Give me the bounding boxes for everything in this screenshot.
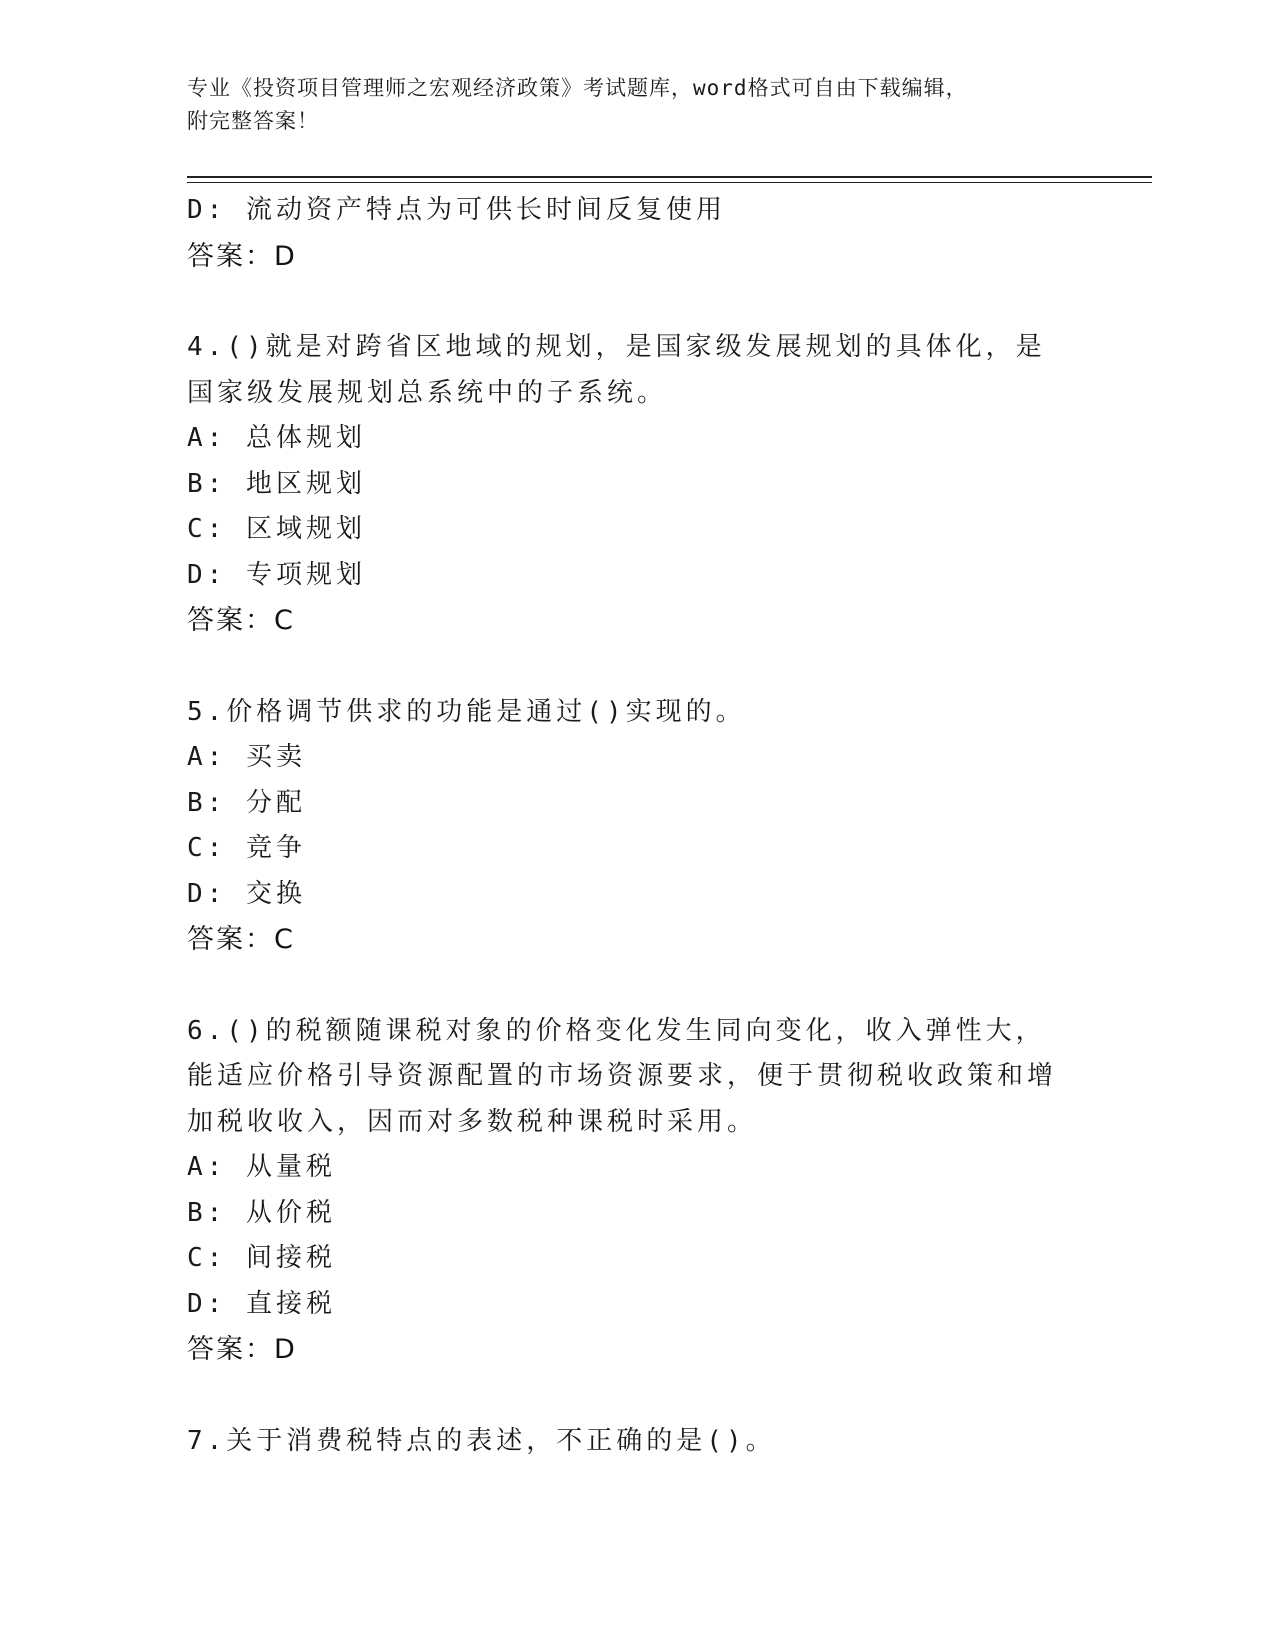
header-line-1: 专业《投资项目管理师之宏观经济政策》考试题库，word格式可自由下载编辑， [187, 76, 968, 100]
option-b: B: 从价税 [187, 1197, 336, 1228]
header-divider-thin [187, 182, 1152, 183]
answer-line: 答案：C [187, 605, 295, 636]
answer-line: 答案：D [187, 240, 297, 272]
question-stem: 5.价格调节供求的功能是通过()实现的。 [187, 696, 746, 727]
option-b: B: 地区规划 [187, 468, 366, 499]
question-stem: 7.关于消费税特点的表述，不正确的是()。 [187, 1425, 776, 1456]
option-d: D: 直接税 [187, 1288, 336, 1319]
header-line-2: 附完整答案！ [187, 109, 319, 133]
question-stem: 6.()的税额随课税对象的价格变化发生同向变化，收入弹性大，能适应价格引导资源配置的市场资源要求，便于贯彻税收政策和增加税收收入，因而对多数税种课税时采用。 [187, 1015, 1058, 1137]
option-a: A: 总体规划 [187, 423, 366, 453]
header-divider-thick [187, 176, 1152, 178]
option-a: A: 买卖 [187, 742, 306, 772]
option-c: C: 区域规划 [187, 514, 366, 544]
answer-line: 答案：C [187, 924, 295, 955]
document-header [187, 72, 1067, 138]
option-d: D: 流动资产特点为可供长时间反复使用 [187, 195, 726, 225]
option-d: D: 交换 [187, 878, 306, 909]
option-c: C: 间接税 [187, 1243, 336, 1273]
option-a: A: 从量税 [187, 1152, 336, 1182]
answer-line: 答案：D [187, 1334, 297, 1365]
option-b: B: 分配 [187, 787, 306, 818]
option-d: D: 专项规划 [187, 559, 366, 590]
option-c: C: 竞争 [187, 833, 306, 863]
question-list [187, 188, 1067, 1464]
question-stem: 4.()就是对跨省区地域的规划，是国家级发展规划的具体化，是国家级发展规划总系统中的子系统。 [187, 332, 1046, 408]
